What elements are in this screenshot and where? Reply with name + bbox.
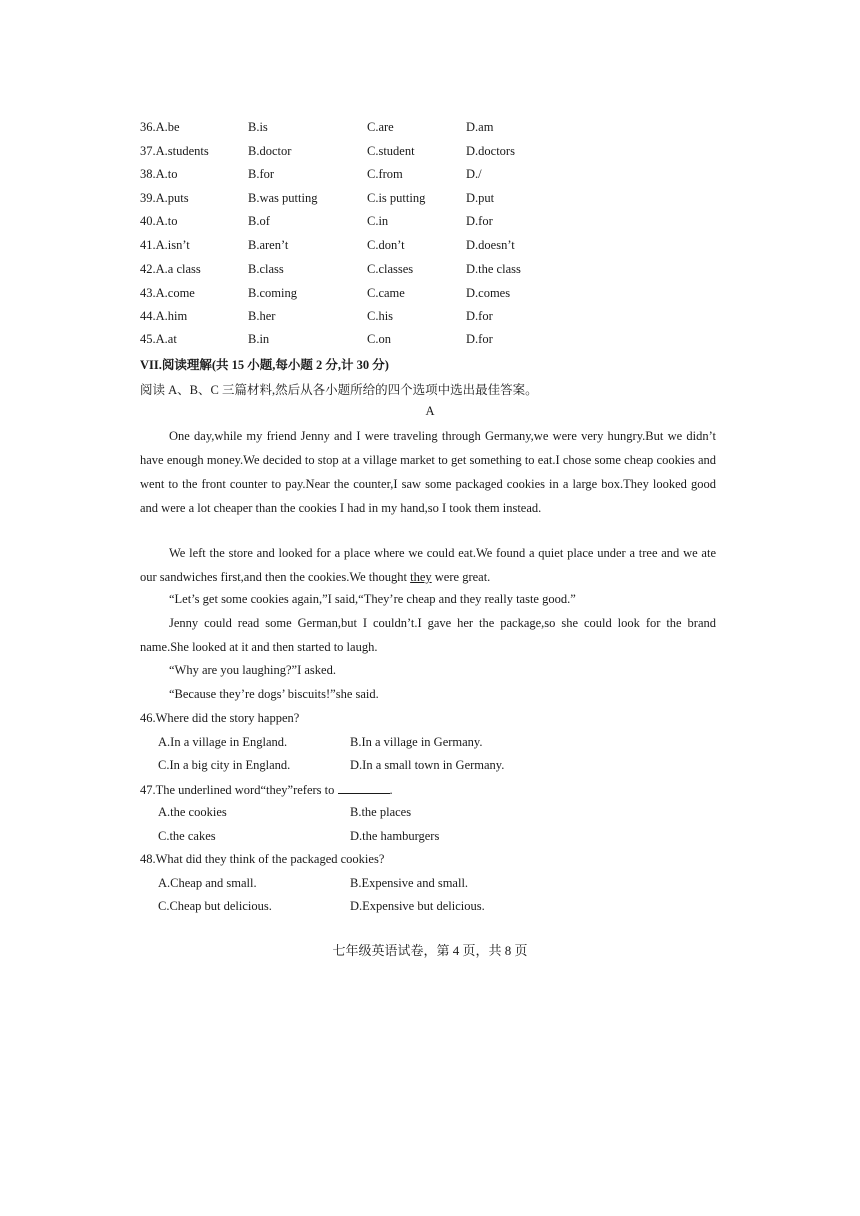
question-47-option-b[interactable]: B.the places — [350, 805, 412, 819]
cloze-option-c[interactable]: C.his — [367, 309, 394, 323]
cloze-option-a[interactable] — [140, 332, 177, 347]
option-text: A.puts — [155, 191, 189, 205]
question-47-stem-end: . — [389, 783, 393, 797]
cloze-option-d[interactable]: D.the class — [466, 262, 521, 276]
cloze-option-c[interactable]: C.in — [367, 214, 389, 228]
option-text: A.at — [155, 332, 177, 346]
section-heading: VII.阅读理解(共 15 小题,每小题 2 分,计 30 分) — [140, 358, 389, 372]
cloze-option-d[interactable]: D./ — [466, 167, 482, 181]
question-46-stem: 46.Where did the story happen? — [140, 711, 300, 725]
cloze-option-d[interactable]: D.doctors — [466, 144, 515, 158]
question-48-option-a[interactable]: A.Cheap and small. — [158, 876, 257, 890]
cloze-option-b[interactable]: B.of — [248, 214, 270, 228]
question-number: 45. — [140, 332, 156, 346]
cloze-option-c[interactable]: C.student — [367, 144, 415, 158]
question-number: 37. — [140, 144, 156, 158]
cloze-option-d[interactable]: D.comes — [466, 286, 511, 300]
cloze-option-a[interactable] — [140, 238, 190, 253]
cloze-option-b[interactable]: B.her — [248, 309, 276, 323]
cloze-option-c[interactable]: C.came — [367, 286, 405, 300]
cloze-option-d[interactable]: D.am — [466, 120, 494, 134]
question-47-stem — [140, 781, 393, 798]
cloze-option-a[interactable] — [140, 214, 178, 229]
cloze-option-d[interactable]: D.for — [466, 214, 493, 228]
option-text: A.a class — [155, 262, 201, 276]
cloze-option-a[interactable] — [140, 167, 178, 182]
question-48-option-b[interactable]: B.Expensive and small. — [350, 876, 469, 890]
cloze-option-b[interactable]: B.is — [248, 120, 268, 134]
cloze-option-b[interactable]: B.for — [248, 167, 275, 181]
question-number: 41. — [140, 238, 156, 252]
option-text: A.be — [155, 120, 180, 134]
cloze-option-d[interactable]: D.for — [466, 332, 493, 346]
cloze-option-b[interactable]: B.coming — [248, 286, 297, 300]
passage-paragraph-4: Jenny could read some German,but I couldn’t.I gave her the package,so she could look for the brand name.She looked at it and then started to laugh. — [140, 616, 716, 654]
cloze-option-b[interactable]: B.doctor — [248, 144, 292, 158]
paragraph-2-text-end: were great. — [431, 570, 491, 584]
option-text: A.him — [155, 309, 188, 323]
question-47-option-a[interactable]: A.the cookies — [158, 805, 227, 819]
cloze-option-a[interactable] — [140, 191, 189, 206]
passage-paragraph-6: “Because they’re dogs’ biscuits!”she said. — [169, 687, 379, 701]
passage-paragraph-3: “Let’s get some cookies again,”I said,“They’re cheap and they really taste good.” — [169, 592, 576, 606]
option-text: A.come — [155, 286, 195, 300]
cloze-option-d[interactable]: D.put — [466, 191, 495, 205]
cloze-option-b[interactable]: B.class — [248, 262, 284, 276]
cloze-option-b[interactable]: B.in — [248, 332, 270, 346]
question-46-option-c[interactable]: C.In a big city in England. — [158, 758, 291, 772]
paragraph-2-text: We left the store and looked for a place where we could eat.We found a quiet place under a tree and we ate our sandwiches first,and then the cookies.We thought — [140, 546, 716, 584]
question-46-option-b[interactable]: B.In a village in Germany. — [350, 735, 483, 749]
cloze-option-c[interactable]: C.is putting — [367, 191, 426, 205]
question-47-option-d[interactable]: D.the hamburgers — [350, 829, 440, 843]
cloze-option-a[interactable] — [140, 286, 195, 301]
passage-paragraph-1: One day,while my friend Jenny and I were traveling through Germany,we were very hungry.But we didn’t have enough money.We decided to stop at a village market to get something to eat.I chose some cheap cookies and went to the front counter to pay.Near the counter,I saw some packaged cookies in a large box.They looked good and were a lot cheaper than the cookies I had in my hand,so I took them instead. — [140, 429, 716, 515]
cloze-option-b[interactable]: B.aren’t — [248, 238, 289, 252]
passage-title: A — [425, 404, 435, 418]
cloze-option-d[interactable]: D.for — [466, 309, 493, 323]
section-instruction: 阅读 A、B、C 三篇材料,然后从各小题所给的四个选项中选出最佳答案。 — [140, 383, 538, 397]
underlined-word: they — [410, 570, 432, 584]
cloze-option-c[interactable]: C.on — [367, 332, 391, 346]
cloze-option-c[interactable]: C.are — [367, 120, 394, 134]
option-text: A.students — [155, 144, 209, 158]
question-48-stem: 48.What did they think of the packaged cookies? — [140, 852, 385, 866]
question-number: 42. — [140, 262, 156, 276]
question-47-option-c[interactable]: C.the cakes — [158, 829, 216, 843]
question-number: 36. — [140, 120, 156, 134]
question-48-option-c[interactable]: C.Cheap but delicious. — [158, 899, 272, 913]
cloze-option-a[interactable] — [140, 120, 180, 135]
cloze-option-d[interactable]: D.doesn’t — [466, 238, 515, 252]
option-text: A.to — [155, 167, 178, 181]
question-48-option-d[interactable]: D.Expensive but delicious. — [350, 899, 485, 913]
answer-blank — [338, 781, 390, 794]
question-number: 44. — [140, 309, 156, 323]
cloze-option-a[interactable] — [140, 262, 201, 277]
cloze-option-c[interactable]: C.classes — [367, 262, 414, 276]
passage-paragraph-2 — [140, 541, 716, 589]
option-text: A.isn’t — [155, 238, 190, 252]
cloze-option-b[interactable]: B.was putting — [248, 191, 318, 205]
cloze-option-c[interactable]: C.from — [367, 167, 403, 181]
question-number: 40. — [140, 214, 156, 228]
cloze-option-c[interactable]: C.don’t — [367, 238, 405, 252]
question-46-option-a[interactable]: A.In a village in England. — [158, 735, 288, 749]
passage-paragraph-5: “Why are you laughing?”I asked. — [169, 663, 336, 677]
question-number: 43. — [140, 286, 156, 300]
question-number: 38. — [140, 167, 156, 181]
cloze-option-a[interactable] — [140, 144, 209, 159]
page-footer: 七年级英语试卷，第 4 页，共 8 页 — [332, 943, 528, 958]
cloze-option-a[interactable] — [140, 309, 187, 324]
option-text: A.to — [155, 214, 178, 228]
question-47-stem-text: 47.The underlined word“they”refers to — [140, 783, 335, 797]
question-number: 39. — [140, 191, 156, 205]
question-46-option-d[interactable]: D.In a small town in Germany. — [350, 758, 505, 772]
